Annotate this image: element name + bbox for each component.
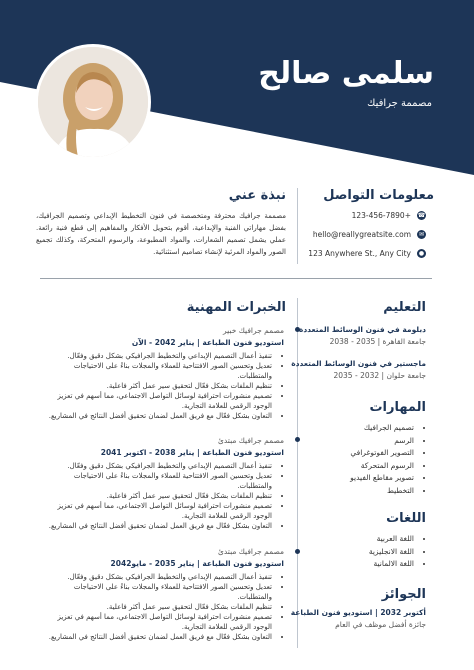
job-bullet: • تنظيم الملفات بشكل فعّال لتحقيق سير عمل أكثر فاعلية. [44,602,272,612]
job-bullet: • تنفيذ أعمال التصميم الإبداعي والتخطيط الجرافيكي بشكل دقيق وفعّال. [44,461,272,471]
job-role: مصمم جرافيك مبتدئ [218,547,284,556]
job-bullet: • تعديل وتحسين الصور الافتتاحية للعملاء والمجلات بناءً على الاحتياجات والمتطلبات. [44,361,272,381]
experience-item [44,436,284,531]
timeline-dot [295,437,300,442]
top-divider [297,188,298,264]
skills-heading: المهارات [369,400,426,415]
job-bullet: • التعاون بشكل فعّال مع فريق العمل لضمان تحقيق أفضل النتائج في المشاريع. [44,411,272,421]
contact-heading: معلومات التواصل [323,188,434,203]
experience-item [44,547,284,642]
contact-address: 123 Anywhere St., Any City [308,249,411,258]
job-bullet: • تنظيم الملفات بشكل فعّال لتحقيق سير عمل أكثر فاعلية. [44,381,272,391]
about-text: مصممة جرافيك محترفة ومتخصصة في فنون التخطيط الإبداعي وتصميم الجرافيك، بفضل مهاراتي الفنية والإبداعية، أقوم بتحويل الأفكار والمفاهيم إلى قطع فنية رائعة. عملي يشمل تصميم الشعارات، والمواد المطبوعة، والرسوم المتحركة، وكذلك تجميع الصور والمواد المرئية لإنشاء تصاميم استثنائية. [36,212,286,256]
job-bullet: • تنفيذ أعمال التصميم الإبداعي والتخطيط الجرافيكي بشكل دقيق وفعّال. [44,351,272,361]
job-bullet: • تعديل وتحسين الصور الافتتاحية للعملاء والمجلات بناءً على الاحتياجات والمتطلبات. [44,582,272,602]
contact-phone-row [352,211,426,220]
timeline-line [297,298,298,648]
languages-list [306,533,426,571]
job-company: استوديو فنون الطباعة | يناير 2035 - مايو2042 [110,559,284,568]
profile-photo [35,44,151,160]
job-company: استوديو فنون الطباعة | يناير 2038 - اكتوبر 2041 [100,448,284,457]
job-bullet: • تنفيذ أعمال التصميم الإبداعي والتخطيط الجرافيكي بشكل دقيق وفعّال. [44,572,272,582]
award-title: أكتوبر 2032 | استوديو فنون الطباعة [290,608,426,617]
skill-item: • تصوير مقاطع الفيديو [306,472,414,485]
skill-item: • الرسوم المتحركة [306,460,414,473]
job-bullet: • تصميم منشورات احترافية لوسائل التواصل الاجتماعي، مما أسهم في تعزيز الوجود الرقمي للعلامة التجارية. [44,501,272,521]
skill-item: • التخطيط [306,485,414,498]
about-heading: نبذة عني [228,188,286,203]
email-icon: ✉ [418,231,425,238]
job-role: مصمم جرافيك مبتدئ [218,436,284,445]
languages-heading: اللغات [386,511,426,526]
award-description: جائزة أفضل موظف في العام [335,620,426,629]
skill-item: • الرسم [306,435,414,448]
person-name: سلمى صالح [258,56,434,91]
job-bullet: • التعاون بشكل فعّال مع فريق العمل لضمان تحقيق أفضل النتائج في المشاريع. [44,521,272,531]
contact-email-row [313,230,426,239]
education-place: جامعة القاهرة | 2035 - 2038 [329,337,426,346]
awards-heading: الجوائز [381,587,426,602]
skill-item: • التصوير الفوتوغرافي [306,447,414,460]
language-item: • اللغة العربية [306,533,414,546]
job-role: مصمم جرافيك خبير [223,326,284,335]
location-pin-icon: ● [418,250,425,257]
language-item: • اللغة الانجليزية [306,546,414,559]
phone-icon: ☎ [417,212,426,219]
contact-email: hello@reallygreatsite.com [312,230,411,239]
skills-list [306,422,426,497]
education-heading: التعليم [383,300,426,315]
contact-phone: 123-456-7890+ [351,211,411,220]
language-item: • اللغة الالمانية [306,558,414,571]
job-bullet: • التعاون بشكل فعّال مع فريق العمل لضمان تحقيق أفضل النتائج في المشاريع. [44,632,272,642]
job-company: استوديو فنون الطباعة | يناير 2042 - الآن [131,338,284,347]
education-item [291,359,426,380]
timeline-dot [295,549,300,554]
skill-item: • تصميم الجرافيك [306,422,414,435]
portrait-image [38,47,148,157]
horizontal-divider [40,278,432,279]
contact-address-row [308,249,426,258]
job-bullet: • تصميم منشورات احترافية لوسائل التواصل الاجتماعي، مما أسهم في تعزيز الوجود الرقمي للعلامة التجارية. [44,391,272,411]
job-bullet: • تصميم منشورات احترافية لوسائل التواصل الاجتماعي، مما أسهم في تعزيز الوجود الرقمي للعلامة التجارية. [44,612,272,632]
job-bullet: • تعديل وتحسين الصور الافتتاحية للعملاء والمجلات بناءً على الاحتياجات والمتطلبات. [44,471,272,491]
person-title: مصممة جرافيك [367,98,432,109]
award-item [291,608,426,629]
education-place: جامعة حلوان | 2032 - 2035 [333,371,426,380]
job-bullet: • تنظيم الملفات بشكل فعّال لتحقيق سير عمل أكثر فاعلية. [44,491,272,501]
experience-heading: الخبرات المهنية [186,300,286,315]
education-item [299,325,426,346]
education-degree: ماجستير في فنون الوسائط المتعددة [291,359,426,368]
experience-item [44,326,284,421]
education-degree: دبلومة في فنون الوسائط المتعددة [298,325,426,334]
